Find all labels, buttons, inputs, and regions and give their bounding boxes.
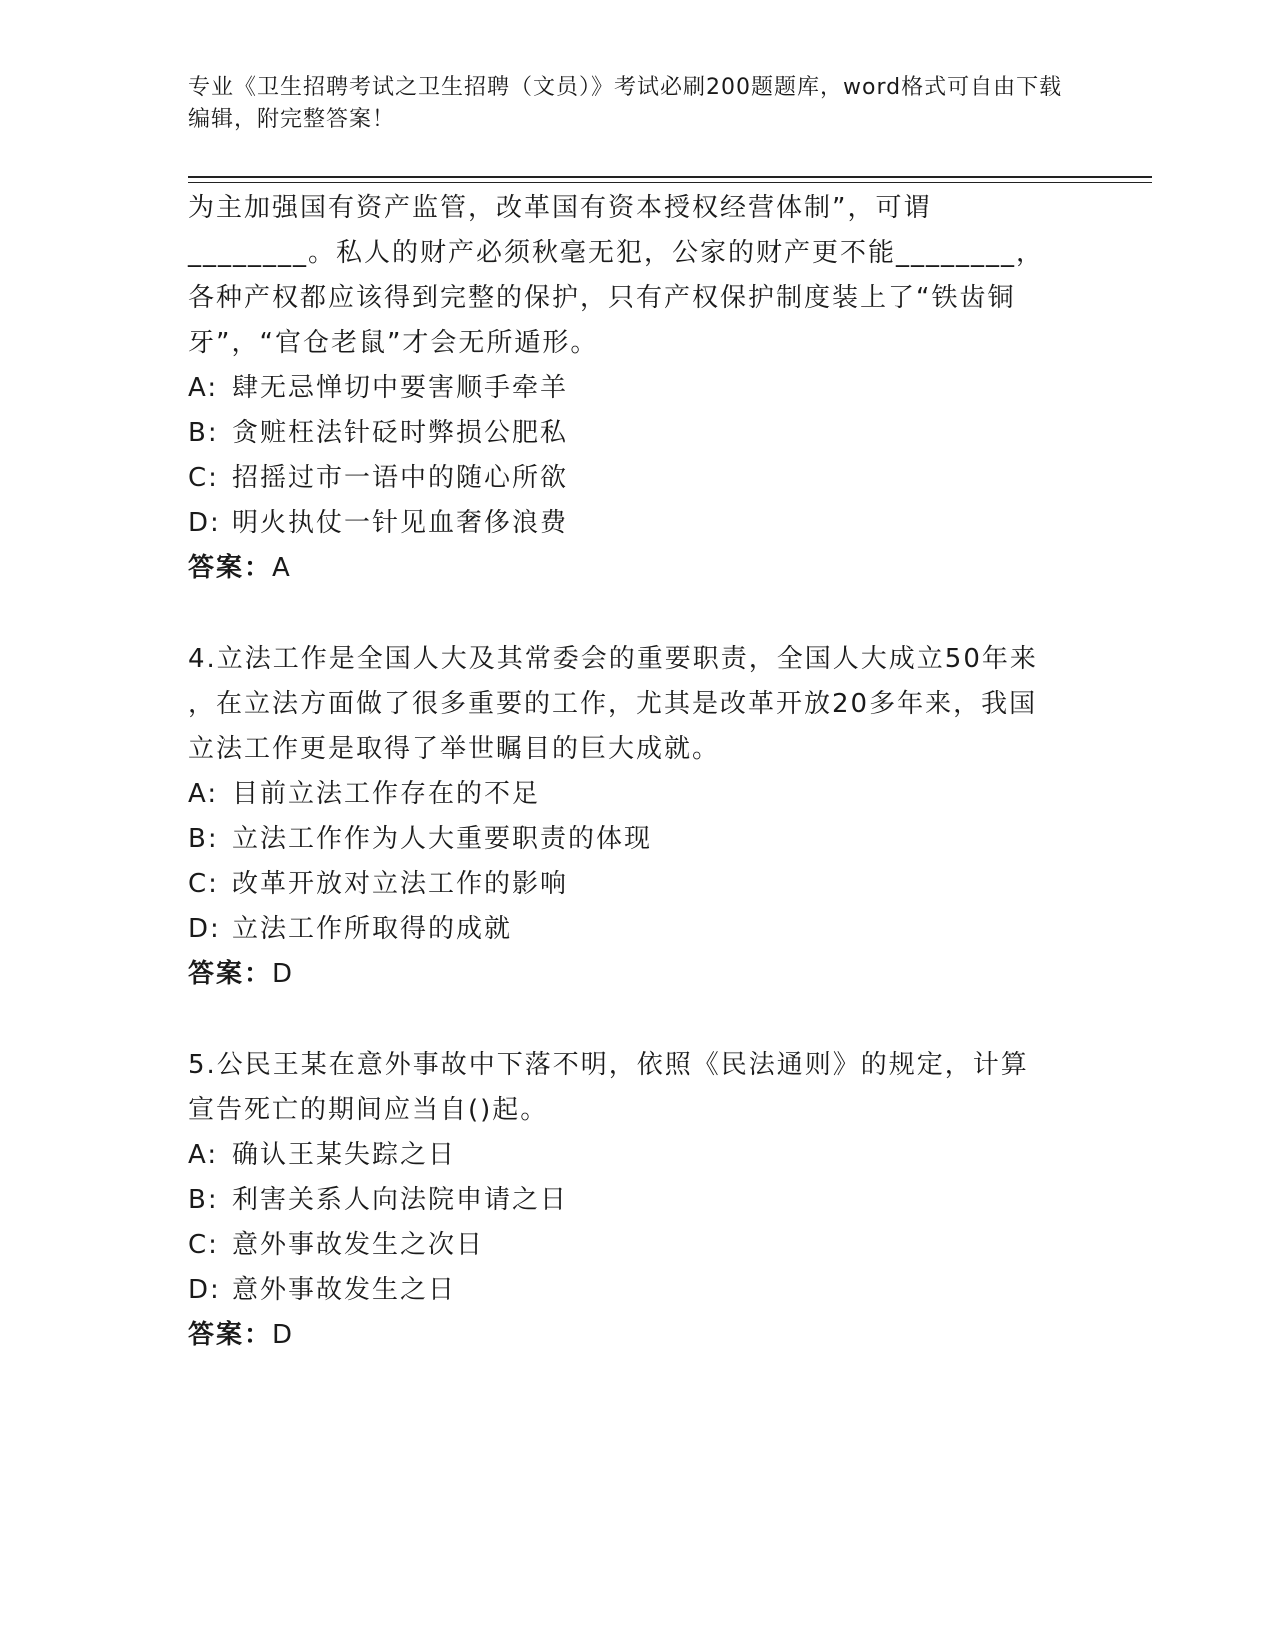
question-stem-line: 宣告死亡的期间应当自()起。 <box>188 1095 549 1125</box>
option-c <box>188 456 1068 501</box>
option-letter: B: <box>188 418 219 448</box>
option-a <box>188 366 1068 411</box>
question-list <box>188 186 1068 1358</box>
question-stem-line: ________。私人的财产必须秋毫无犯，公家的财产更不能________， <box>188 238 1045 268</box>
page-header: 专业《卫生招聘考试之卫生招聘（文员）》考试必刷200题题库，word格式可自由下载编辑，附完整答案！ <box>188 75 1063 132</box>
option-b <box>188 411 1068 456</box>
option-letter: A: <box>188 373 219 403</box>
answer-line <box>188 1313 1068 1358</box>
option-text: 确认王某失踪之日 <box>232 1140 457 1170</box>
option-letter: C: <box>188 463 219 493</box>
option-letter: C: <box>188 869 219 899</box>
option-text: 肆无忌惮切中要害顺手牵羊 <box>232 373 569 403</box>
option-text: 明火执仗一针见血奢侈浪费 <box>232 508 569 538</box>
question-stem-line: 立法工作更是取得了举世瞩目的巨大成就。 <box>188 734 721 764</box>
option-d <box>188 1268 1068 1313</box>
option-a <box>188 772 1068 817</box>
question-stem-line: 5.公民王某在意外事故中下落不明，依照《民法通则》的规定，计算 <box>188 1050 1029 1080</box>
option-text: 利害关系人向法院申请之日 <box>232 1185 569 1215</box>
answer-label: 答案： <box>188 553 273 583</box>
answer-value: D <box>272 1320 295 1350</box>
option-letter: B: <box>188 1185 219 1215</box>
question-stem-line: 4.立法工作是全国人大及其常委会的重要职责，全国人大成立50年来 <box>188 644 1038 674</box>
answer-value: A <box>272 553 292 583</box>
question-stem-line: 为主加强国有资产监管，改革国有资本授权经营体制”，可谓 <box>188 193 932 223</box>
option-text: 目前立法工作存在的不足 <box>232 779 541 809</box>
option-letter: B: <box>188 824 219 854</box>
option-letter: D: <box>188 1275 221 1305</box>
option-d <box>188 907 1068 952</box>
option-b <box>188 1178 1068 1223</box>
answer-label: 答案： <box>188 959 273 989</box>
option-c <box>188 1223 1068 1268</box>
option-text: 改革开放对立法工作的影响 <box>232 869 569 899</box>
option-b <box>188 817 1068 862</box>
option-letter: D: <box>188 508 221 538</box>
question-stem-line: 牙”，“官仓老鼠”才会无所遁形。 <box>188 328 599 358</box>
answer-line <box>188 546 1068 591</box>
question-spacer <box>188 997 1068 1043</box>
option-letter: A: <box>188 779 219 809</box>
option-text: 意外事故发生之日 <box>232 1275 457 1305</box>
header-divider-thin <box>188 182 1152 183</box>
question-stem-line: 各种产权都应该得到完整的保护，只有产权保护制度装上了“铁齿铜 <box>188 283 1016 313</box>
option-letter: C: <box>188 1230 219 1260</box>
option-a <box>188 1133 1068 1178</box>
question-stem-line: ，在立法方面做了很多重要的工作，尤其是改革开放20多年来，我国 <box>188 689 1038 719</box>
header-divider-thick <box>188 176 1152 178</box>
option-letter: A: <box>188 1140 219 1170</box>
option-text: 立法工作作为人大重要职责的体现 <box>232 824 653 854</box>
option-text: 立法工作所取得的成就 <box>232 914 513 944</box>
option-d <box>188 501 1068 546</box>
question-spacer <box>188 591 1068 637</box>
question-5 <box>188 1043 1068 1358</box>
option-c <box>188 862 1068 907</box>
option-text: 贪赃枉法针砭时弊损公肥私 <box>232 418 569 448</box>
option-text: 招摇过市一语中的随心所欲 <box>232 463 569 493</box>
option-text: 意外事故发生之次日 <box>232 1230 485 1260</box>
answer-value: D <box>272 959 295 989</box>
answer-line <box>188 952 1068 997</box>
question-3 <box>188 186 1068 591</box>
answer-label: 答案： <box>188 1320 273 1350</box>
question-4 <box>188 637 1068 997</box>
option-letter: D: <box>188 914 221 944</box>
